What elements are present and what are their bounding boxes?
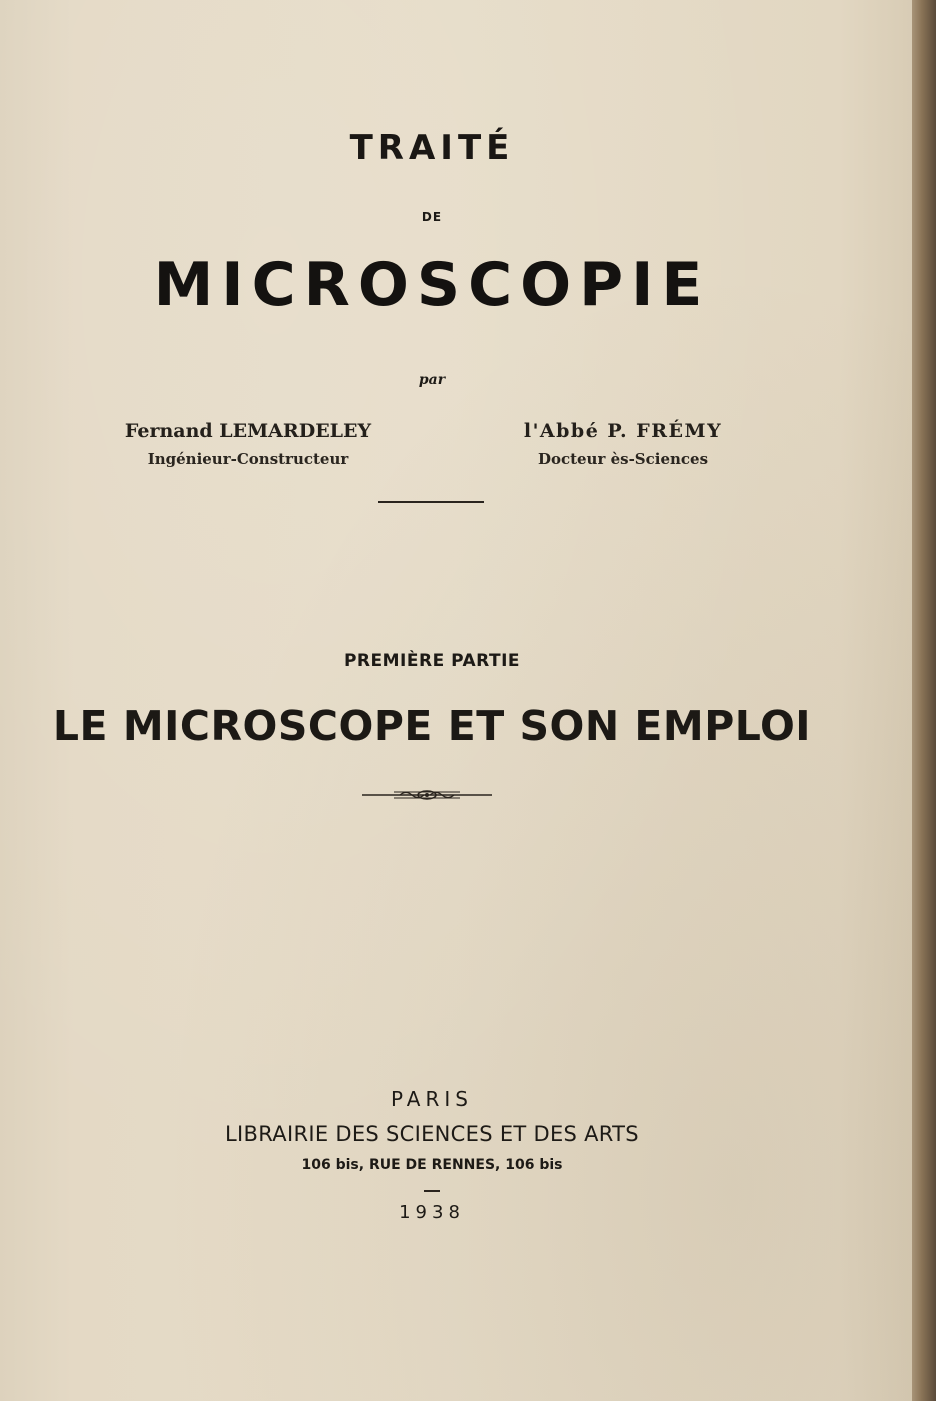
- imprint-city: PARIS: [391, 1087, 473, 1111]
- author-2: [500, 420, 746, 468]
- divider-rule: [378, 501, 484, 503]
- imprint-year: 1938: [399, 1202, 465, 1223]
- ornament-divider: [360, 784, 494, 806]
- part-title: LE MICROSCOPE ET SON EMPLOI: [52, 702, 812, 750]
- by-label: par: [418, 372, 446, 388]
- title-line-1: TRAITÉ: [349, 128, 515, 168]
- author-2-name: l'Abbé P. FRÉMY: [523, 420, 723, 442]
- imprint-publisher: LIBRAIRIE DES SCIENCES ET DES ARTS: [225, 1122, 639, 1146]
- author-1-name: Fernand LEMARDELEY: [124, 420, 372, 442]
- small-rule: [424, 1190, 440, 1192]
- page-edge: [912, 0, 936, 1401]
- title-line-2: DE: [421, 210, 443, 224]
- author-2-role: Docteur ès-Sciences: [537, 450, 709, 468]
- author-1: [112, 420, 384, 468]
- imprint-address: 106 bis, RUE DE RENNES, 106 bis: [301, 1157, 563, 1173]
- part-label: PREMIÈRE PARTIE: [343, 651, 521, 671]
- author-1-role: Ingénieur-Constructeur: [147, 450, 349, 468]
- main-title: MICROSCOPIE: [153, 250, 711, 320]
